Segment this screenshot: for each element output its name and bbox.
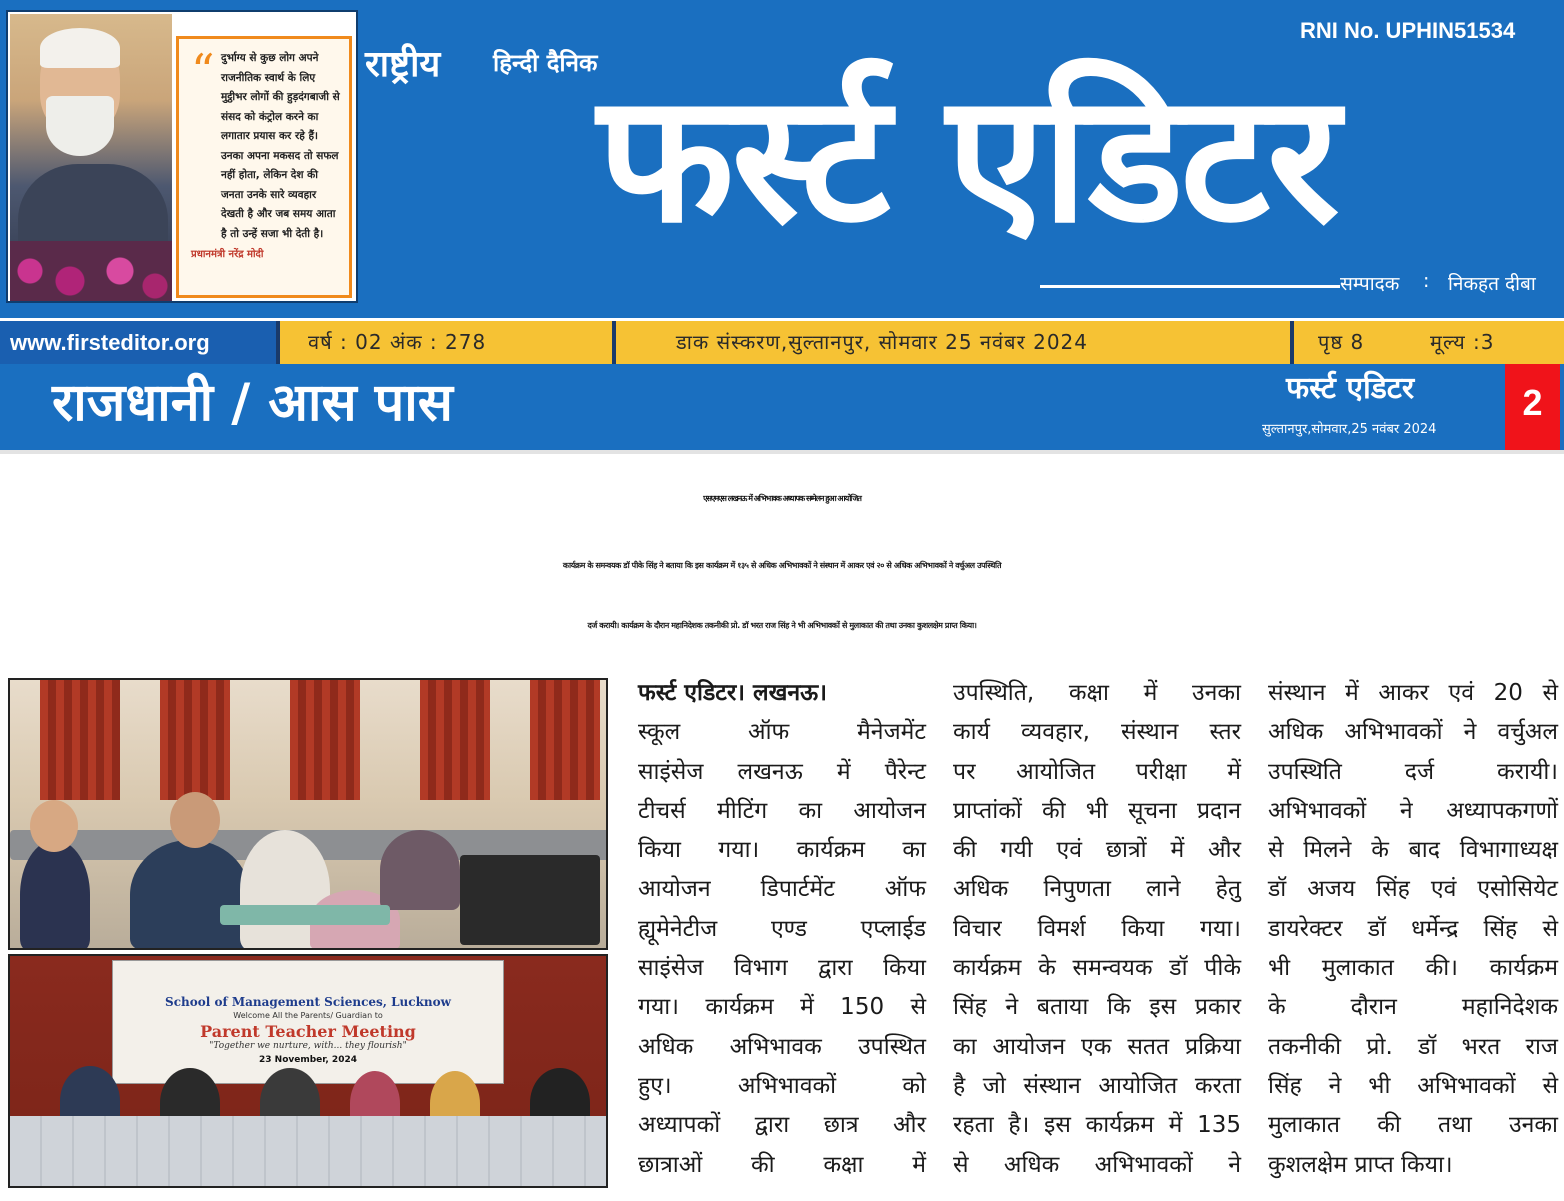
volume-issue: वर्ष : 02 अंक : 278 xyxy=(308,330,487,354)
article-line: ह्यूमेनेटीज एण्ड एप्लाईड xyxy=(638,915,926,942)
article-column-3 xyxy=(1268,674,1558,1185)
article-line: कार्यक्रम के समन्वयक डॉ पीके xyxy=(953,955,1241,982)
article-line: है जो संस्थान आयोजित करता xyxy=(953,1072,1241,1099)
section-title: राजधानी / आस पास xyxy=(52,373,453,433)
article-line: का आयोजन एक सतत प्रक्रिया xyxy=(953,1033,1241,1060)
article-line: रहता है। इस कार्यक्रम में 135 xyxy=(953,1112,1241,1139)
quote-author: प्रधानमंत्री नरेंद्र मोदी xyxy=(191,249,264,260)
section-bar xyxy=(0,364,1564,454)
meeting-photo-classroom xyxy=(8,678,608,950)
quote-panel xyxy=(6,10,358,303)
article-line: सिंह ने बताया कि इस प्रकार xyxy=(953,994,1241,1021)
website-link[interactable]: www.firsteditor.org xyxy=(0,321,276,364)
page-count: पृष्ठ 8 xyxy=(1318,330,1365,354)
article-line: पर आयोजित परीक्षा में xyxy=(953,758,1241,785)
strip-divider xyxy=(612,321,616,364)
event-banner xyxy=(112,960,504,1084)
banner-welcome: Welcome All the Parents/ Guardian to xyxy=(233,1011,383,1020)
article-line: साइंसेज विभाग द्वारा किया xyxy=(638,955,926,982)
rni-number: RNI No. UPHIN51534 xyxy=(1300,18,1516,43)
editor-role: सम्पादक xyxy=(1340,273,1400,295)
paper-label-hindi-daily: हिन्दी दैनिक xyxy=(493,49,598,77)
article-line: मुलाकात की तथा उनका xyxy=(1268,1112,1558,1139)
article-line: डायरेक्टर डॉ धर्मेन्द्र सिंह से xyxy=(1268,915,1558,942)
article-line: उपस्थिति, कक्षा में उनका xyxy=(953,680,1241,706)
page-number-badge: 2 xyxy=(1505,364,1560,450)
mini-newspaper-name: फर्स्ट एडिटर xyxy=(1286,371,1415,406)
article-line: विचार विमर्श किया गया। xyxy=(953,915,1241,942)
mini-date: सुल्तानपुर,सोमवार,25 नवंबर 2024 xyxy=(1262,422,1437,437)
article-line: कार्य व्यवहार, संस्थान स्तर xyxy=(953,719,1241,746)
editor-divider xyxy=(1040,285,1340,288)
banner-event: Parent Teacher Meeting xyxy=(200,1022,416,1041)
article-line: छात्राओं की कक्षा में xyxy=(638,1151,926,1178)
paper-label-national: राष्ट्रीय xyxy=(365,44,441,85)
article-dateline: फर्स्ट एडिटर। लखनऊ। xyxy=(638,680,827,706)
article-line: तकनीकी प्रो. डॉ भरत राज xyxy=(1268,1033,1558,1060)
quote-text: दुर्भाग्य से कुछ लोग अपने राजनीतिक स्वार्थ के लिए मुट्ठीभर लोगों की हुड़दंगबाजी से संसद को कंट्रोल करने का लगातार प्रयास कर रहे हैं। उनका अपना मकसद तो सफल नहीं होता, लेकिन देश की जनता उनके सारे व्यवहार देखती है और जब समय आता है तो उन्हें सजा भी देती है। xyxy=(221,52,340,240)
article-line: की गयी एवं छात्रों में और xyxy=(953,837,1241,864)
article-line: किया गया। कार्यक्रम का xyxy=(638,837,926,864)
banner-tagline: "Together we nurture, with... they flourish" xyxy=(209,1041,407,1051)
article-line: संस्थान में आकर एवं 20 से xyxy=(1268,680,1558,706)
article-line: साइंसेज लखनऊ में पैरेन्ट xyxy=(638,758,926,785)
article-deck-line-2: दर्ज करायी। कार्यक्रम के दौरान महानिदेशक तकनीकी प्रो. डॉ भरत राज सिंह ने भी अभिभावकों से मुलाकात की तथा उनका कुशलक्षेम प्राप्त किया। xyxy=(587,621,977,630)
article-line: अधिक अभिभावक उपस्थित xyxy=(638,1033,926,1060)
edition-date: डाक संस्करण,सुल्तानपुर, सोमवार 25 नवंबर 2024 xyxy=(676,330,1089,354)
article-line: स्कूल ऑफ मैनेजमेंट xyxy=(638,719,926,746)
quote-mark-icon: “ xyxy=(191,44,215,98)
article-line: डॉ अजय सिंह एवं एसोसियेट xyxy=(1268,876,1558,903)
article-line: हुए। अभिभावकों को xyxy=(638,1072,926,1099)
article-line: आयोजन डिपार्टमेंट ऑफ xyxy=(638,876,926,903)
article-line: टीचर्स मीटिंग का आयोजन xyxy=(638,797,926,824)
article-line: के दौरान महानिदेशक xyxy=(1268,994,1558,1021)
article-line: अधिक निपुणता लाने हेतु xyxy=(953,876,1241,903)
article-line: अधिक अभिभावकों ने वर्चुअल xyxy=(1268,719,1558,746)
editor-name: निकहत दीबा xyxy=(1448,273,1536,295)
price: मूल्य :3 xyxy=(1430,330,1495,354)
article-line: कुशलक्षेम प्राप्त किया। xyxy=(1268,1151,1453,1178)
banner-institution: School of Management Sciences, Lucknow xyxy=(165,995,451,1009)
article-line: से मिलने के बाद विभागाध्यक्ष xyxy=(1268,837,1558,864)
article-deck-line-1: कार्यक्रम के समन्वयक डॉ पीके सिंह ने बताया कि इस कार्यक्रम में १३५ से अधिक अभिभावकों ने संस्थान में आकर एवं २० से अधिक अभिभावकों ने वर्चुअल उपस्थिति xyxy=(562,561,1002,570)
article-line: अभिभावकों ने अध्यापकगणों xyxy=(1268,797,1558,824)
stage-table xyxy=(10,1116,608,1188)
meeting-photo-stage xyxy=(8,954,608,1188)
newspaper-name: फर्स्ट एडिटर xyxy=(597,55,1337,262)
article-column-2 xyxy=(953,674,1241,1185)
article-column-1 xyxy=(638,674,926,1185)
article-line: गया। कार्यक्रम में 150 से xyxy=(638,994,926,1021)
article-line: सिंह ने भी अभिभावकों से xyxy=(1268,1072,1558,1099)
masthead xyxy=(0,0,1564,318)
strip-divider xyxy=(1290,321,1294,364)
article-line: प्राप्तांकों की भी सूचना प्रदान xyxy=(953,797,1241,824)
article-line: अध्यापकों द्वारा छात्र और xyxy=(638,1112,926,1139)
article-headline: एसएमएस लखनऊ में अभिभावक अध्यापक सम्मेलन हुआ आयोजित xyxy=(703,494,861,503)
article-line: उपस्थिति दर्ज करायी। xyxy=(1268,758,1558,785)
info-strip xyxy=(0,318,1564,364)
prime-minister-photo xyxy=(10,14,172,301)
strip-divider xyxy=(276,321,280,364)
editor-separator: : xyxy=(1423,270,1430,292)
article-line: भी मुलाकात की। कार्यक्रम xyxy=(1268,955,1558,982)
article-line: से अधिक अभिभावकों ने xyxy=(953,1151,1241,1178)
banner-date: 23 November, 2024 xyxy=(259,1055,357,1065)
quote-box xyxy=(176,36,352,298)
